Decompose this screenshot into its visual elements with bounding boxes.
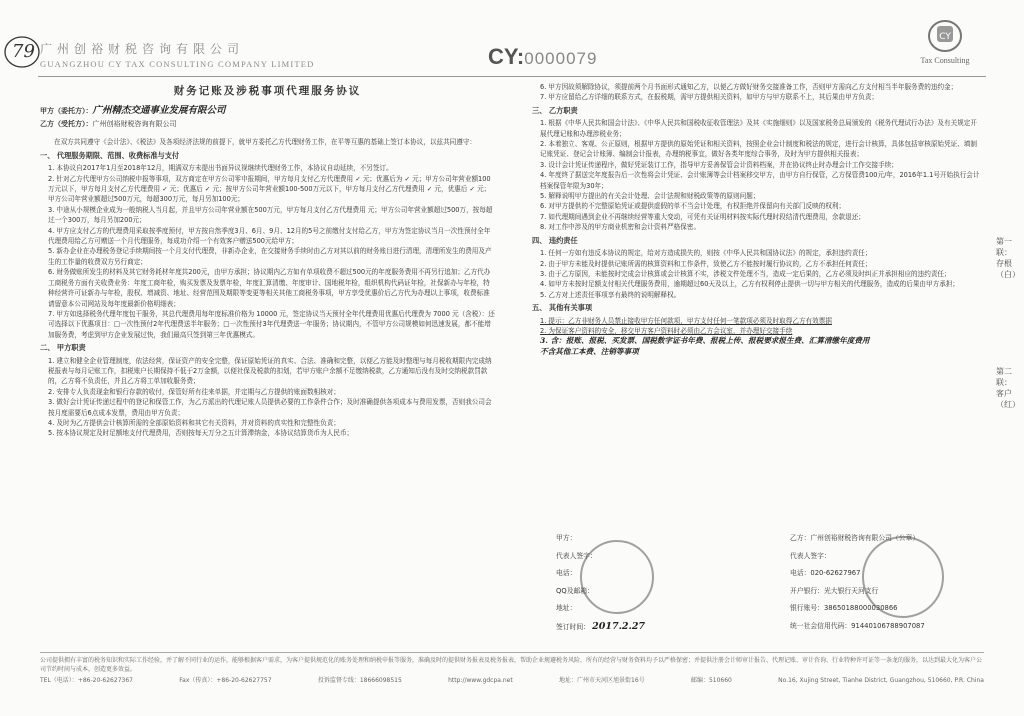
company-header <box>40 40 315 69</box>
clause: 2. 为保证客户资料的安全，移交甲方客户资料时必须由乙方会议室，并办理好交接手续 <box>540 326 793 335</box>
clause: 4. 及时为乙方提供会计核算所需的全部原始资料和其它有关资料，并对资料的真实性和完整性负责； <box>48 418 340 427</box>
clause: 3. 做好会计凭证传递过程中的登记和保管工作，为乙方派出的代理记账人员提供必要的工作条件合作；及时准确提供各项成本与费用发票，否则我公司会按月度需要后6点成本发票，费用由甲方负责； <box>48 398 492 417</box>
clause: 8. 对工作中涉及的甲方商业机密和会计资料严格保密。 <box>540 223 701 232</box>
party-a-handwritten: 广州精杰交通事业发展有限公司 <box>92 105 226 117</box>
party-b-signature-block: 乙方：广州创裕财税咨询有限公司（公章） 代表人签字： 电话：020-62627967 开户银行：光大银行天河支行 银行账号：38650188000030866 统一社会信用代码：91440106788907087 <box>790 534 925 630</box>
clause: 2. 本着独立、客观、公正原则，根据甲方提供的原始凭证和相关资料，按照企业会计制度和税法的规定，进行会计核算，具体包括审核原始凭证、填制记账凭证、登记会计账簿、编制会计报表，办理纳税事宜，做好各类年度综合事务，及时为甲方提供相关报表； <box>540 140 977 159</box>
clause: 1. 本协议自2017年1月至2018年12月，期满双方未提出书面异议视继续代理财务工作，本协议自动延续，不另签订。 <box>48 164 393 173</box>
right-column <box>532 82 980 357</box>
footer-contacts: TEL（电话）：+86-20-62627367 Fax（传真）：+86-20-62627757 投诉监督专线：18666098515 http://www.gdcpa.net 地址：广州市天河区旭景街16号 邮编：510660 No.16, Xujing Street, Tianhe District, Guangzhou, 510660, P.R. China <box>40 677 984 684</box>
clause: 4. 甲方应支付乙方的代理费用采取按季度预付，甲方按自然季度3月、6月、9月、12月的5号之前缴付支付给乙方，甲方为签定协议当月一次性预付全年代理费用给乙方可赠送一个月代理服务，每成功介绍一个有效客户赠送500元给甲方； <box>48 226 491 246</box>
handwritten-clause: 不含其他工本费、注销等事项 <box>540 346 639 356</box>
clause: 5. 按本协议规定及时足额地支付代理费用，否则按每天万分之五计算滞纳金，本协议结算货币为人民币； <box>48 429 354 438</box>
company-name-cn: 广州创裕财税咨询有限公司 <box>40 42 245 56</box>
party-b-stamp <box>862 536 944 618</box>
clause: 7. 甲方如选择税务代理年度包干服务，其总代理费用每年度标准价格为 10000 元，签定协议当天预付全年代理费用优惠后代理费为 7000 元（含税）：还可选择以下优惠项目：□一次性预付2年代理费送半年服务；□一次性预付3年代理费送一年服务；协议期内，不管甲方公司规模如何迅速发展，都不能增加服务费，考虑到甲方企业发展过快，我们最高只签到第三年优惠模式。 <box>48 309 495 339</box>
clause: 2. 安排专人负责现金和银行存款的收付，保管好所有往来单据，并定期与乙方提供的账面数相核对； <box>48 387 340 396</box>
section-heading: 二、 甲方职责 <box>40 343 86 353</box>
party-a-stamp <box>580 540 654 614</box>
clause: 7. 甲方应留给乙方详细的联系方式，在报税期，需甲方提供相关资料，如甲方与甲方联系不上，其后果由甲方负责； <box>540 93 879 102</box>
clause: 6. 对甲方提供的不完整原始凭证或提供虚假的单不当会计处理，有权拒绝并保留向有关部门反映的权利； <box>540 202 846 211</box>
header-rule <box>38 76 986 77</box>
company-logo: CY Tax Consulting <box>912 18 978 68</box>
clause: 6. 财务做账所发生的材料及其它财务耗材年度共200元，由甲方承担；协议期内乙方如有单项收费不超过500元的年度服务费用不再另行追加；乙方代办工商税务方面有关收费业务：年度工商年检，购买发票及发票年检，年度汇算清缴、年度审计、国地税年检，组织机构代码证年检，社保新办与年检，特种经营许可证新办与年检，股权、增减资、地址、经营范围及期限等变更等相关其他工商税务事项，甲方享受优惠价后乙方代为办理以上事项，收费标准请留意本公司网站及每年度最新价格明细表； <box>48 268 491 308</box>
party-a-signature-block: 甲方： 代表人签字： 电话： QQ及邮箱： 地址： 签订时间： 2017.2.27 <box>556 534 646 632</box>
clause: 3. 由于乙方原因，未能按时完成会计核算或会计核算不实，涉税文件处理不当，造成一定后果的，乙方必须及时纠正并承担相应的违约责任； <box>540 269 951 278</box>
section-heading: 一、 代理服务期限、范围、收费标准与支付 <box>40 150 180 160</box>
clause: 2. 由于甲方未能及时提供记账所需的核算资料和工作条件，致使乙方不能按时履行协议的，乙方不承担任何责任； <box>540 259 872 268</box>
clause: 1. 根据《中华人民共和国会计法》、《中华人民共和国税收征收管理法》及其《实施细则》以及国家税务总局颁发的《税务代理试行办法》及有关规定开展代理记账和办理涉税业务； <box>540 119 977 138</box>
clause: 6. 甲方因故须解除协议，须提前两个月书面形式通知乙方，以便乙方做好财务交接准备工作，否则甲方需向乙方支付相当半年服务费的违约金； <box>540 83 958 91</box>
clause: 3. 中途从小规模企业成为一般纳税人当月起，并且甲方公司年营业额在500万元，甲方每月支付乙方代理费用 元；甲方公司年营业额超过500万，按每超过一个300万，每月另加200元； <box>48 205 493 225</box>
svg-text:CY: CY <box>939 32 951 42</box>
handwritten-number: 79 <box>2 32 42 72</box>
clause: 1. 提示：乙方非财务人员禁止接收甲方任何款项，甲方支付任何一笔款项必须及时取得乙方有效票据 <box>540 316 832 325</box>
footer <box>40 652 984 685</box>
clause: 2. 针对乙方代理甲方公司纳税申报等事项，双方商定在甲方公司零申报期间，甲方每月支付乙方代理费用 ✓ 元；优惠后为 ✓ 元；甲方公司年营业额100万元以下，甲方每月支付乙方代理费用 ✓ 元；优惠后 ✓ 元；按甲方公司年营业额100-500万元以下，甲方每月支付乙方代理费用 ✓ 元，优惠后 ✓ 元；甲方公司年营业额超过500万元，每超300万元，每月另加100元； <box>48 174 491 204</box>
copy-label-stub: 第一联：存根（白） <box>996 237 1020 279</box>
document-title: 财务记账及涉税事项代理服务协议 <box>173 85 362 97</box>
section-heading: 三、 乙方职责 <box>532 105 578 115</box>
signing-date: 2017.2.27 <box>592 620 646 632</box>
clause: 4. 如甲方未按时足额支付相关代理服务费用，逾期超过60天及以上，乙方有权利停止提供一切与甲方相关的代理服务，造成的后果由甲方承担； <box>540 280 959 289</box>
company-name-en: GUANGZHOU CY TAX CONSULTING COMPANY LIMITED <box>40 59 315 69</box>
copy-label-client: 第二联：客户（红） <box>996 367 1020 409</box>
intro-text: 在双方共同遵守《会计法》、《税法》及各项经济法规的前提下，就甲方委托乙方代理财务工作，在平等互惠的基础上签订本协议，以兹共同遵守： <box>54 138 476 147</box>
clause: 5. 解释说明甲方提出的有关会计处理、会计法规和财税政策等的原则问题； <box>540 192 760 201</box>
section-heading: 四、 违约责任 <box>532 235 578 245</box>
clause: 4. 年度终了据送完年度报告后一次性将会计凭证、会计账簿等会计档案移交甲方，由甲方自行保管，乙方保管费100元/年，2016年1.1号开始执行会计档案保管年限为30年； <box>540 171 980 190</box>
party-a: 甲方（委托方）：广州精杰交通事业发展有限公司 <box>40 105 226 117</box>
handwritten-clause: 3. 含：报账、报税、买发票、国税数字证书年费、报税上传、报税要求报生费、汇算清缴年度费用 <box>540 336 870 346</box>
clause: 1. 任何一方如有违反本协议的规定，给对方造成损失的，则按《中华人民共和国协议法》的规定，承担违约责任； <box>540 249 872 258</box>
left-column <box>40 82 495 439</box>
clause: 5. 新办企业在办理税务登记手续期间按一个月支付代理费，非新办企业，在交接财务手续时由乙方对其以前的财务账目进行清理，清理所发生的费用及产生的工作量的收费双方另行商定； <box>48 247 492 266</box>
clause: 3. 设计会计凭证传递程序，做好凭证装订工作，指导甲方妥善保管会计资料档案，并在协议终止时办理会计工作交接手续； <box>540 160 898 169</box>
serial-number: CY:0000079 <box>488 44 598 69</box>
clause: 1. 建立和健全企业管理制度，依法经营，保证资产的安全完整，保证原始凭证的真实、合法、准确和完整，以便乙方能及时整理与每月税收期限内完成纳税报表与每月记账工作，扣税账户长期保持不低于2万金额，以便社保及税款的扣划，若甲方账户余额不足缴纳税款，乙方通知后没有及时交纳税款罚款的，乙方将不负责任，并且乙方将工单加收服务费； <box>48 356 492 386</box>
clause: 7. 如代理期间遇到企业不再继续经营等重大变动，可凭有关证明材料按实际代理时段结清代理费用，余款退还； <box>540 212 865 221</box>
footer-note: 公司提供拥有丰富的税务知识和实际工作经验，并了解不同行业的运作，能够根据客户需求，为客户提供规范化的账务处理和纳税申报等服务，准确及时的提供财务报表及税务报表，帮助企业规避税务风险，所有的经营与财务资料均予以严格保密；并提供注册会计师审计报告、代理记账、审计咨询、行业特种许可证等一条龙的服务，以达到最大化为客户公司节约时间与成本，创造更多效益。 <box>40 657 983 673</box>
party-b: 乙方（受托方）：广州创裕财税咨询有限公司 <box>40 120 177 129</box>
clause: 5. 乙方对上述责任事项享有最终的说明解释权。 <box>540 290 681 299</box>
cy-logo-icon <box>925 18 965 54</box>
section-heading: 五、 其他有关事项 <box>532 303 593 313</box>
